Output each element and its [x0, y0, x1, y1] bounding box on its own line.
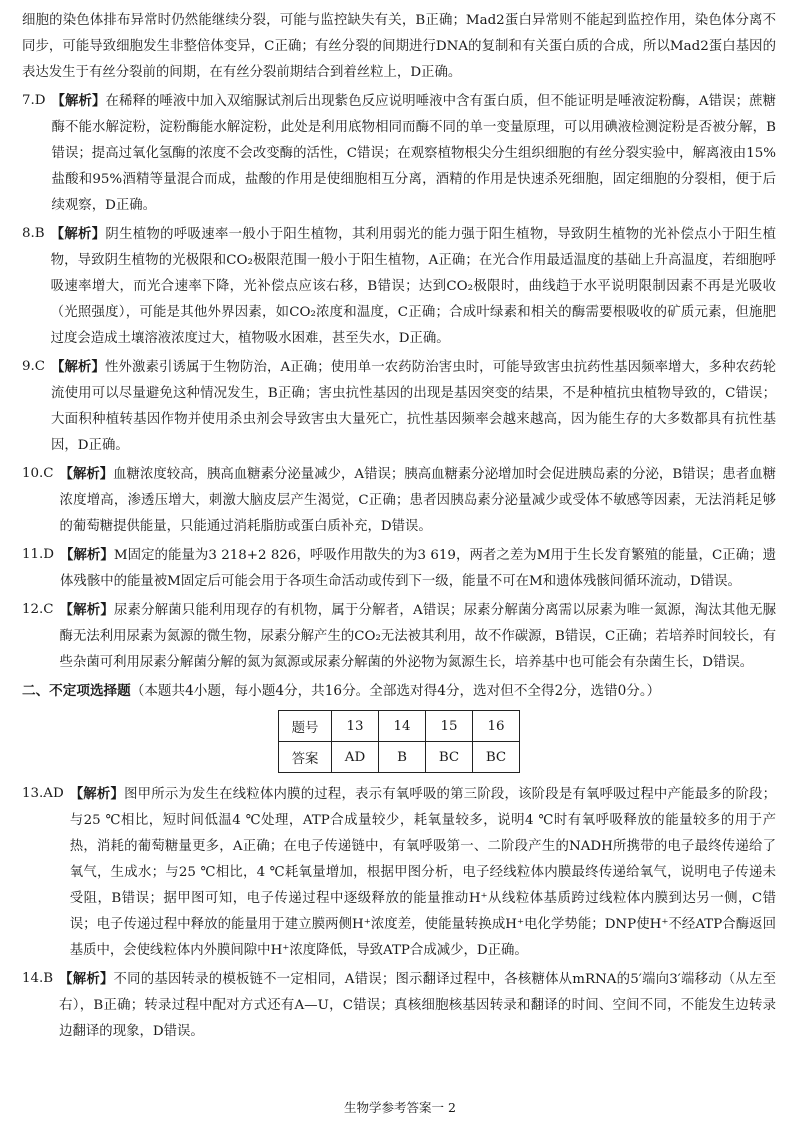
question-number-cell: 13	[332, 711, 379, 742]
analysis-tag: 【解析】	[51, 359, 106, 375]
question-number: 10.	[22, 466, 44, 481]
answer-cell: B	[379, 742, 426, 773]
question-9	[22, 354, 776, 459]
question-answer: C	[43, 466, 54, 481]
table-row	[279, 711, 520, 742]
multi-choice-answers	[22, 781, 776, 1045]
question-number: 7.	[22, 93, 35, 108]
question-answer: C	[34, 359, 46, 374]
question-number-cell: 16	[473, 711, 520, 742]
question-number: 11.	[22, 547, 44, 562]
analysis-tag: 【解析】	[69, 786, 125, 802]
question-answer: AD	[43, 786, 64, 801]
intro-paragraph: 细胞的染色体排布异常时仍然能继续分裂，可能与监控缺失有关，B正确；Mad2蛋白异常则不能起到监控作用，染色体分离不同步，可能导致细胞发生非整倍体变异，C正确；有丝分裂的间期进行DNA的复制和有关蛋白质的合成，所以Mad2蛋白基因的表达发生于有丝分裂前的间期，在有丝分裂前期结合到着丝粒上，D正确。	[22, 13, 776, 80]
section-note: （本题共4小题，每小题4分，共16分。全部选对得4分，选对但不全得2分，选错0分。）	[130, 683, 661, 699]
page-footer: 生物学参考答案一 2	[344, 1100, 456, 1115]
analysis-tag: 【解析】	[59, 466, 114, 482]
question-number-cell: 15	[426, 711, 473, 742]
question-explanation: M固定的能量为3 218+2 826，呼吸作用散失的为3 619，两者之差为M用于生长发育繁殖的能量，C正确；遗体残骸中的能量被M固定后可能会用于各项生命活动或传到下一级，能量不可在M和遗体残骸间循环流动，D错误。	[60, 548, 777, 589]
question-answer: B	[43, 971, 54, 986]
question-number: 14.	[22, 971, 44, 986]
question-8	[22, 221, 776, 352]
question-explanation: 性外激素引诱属于生物防治，A正确；使用单一农药防治害虫时，可能导致害虫抗药性基因频率增大，多种农药轮流使用可以尽量避免这种情况发生，B正确；害虫抗性基因的出现是基因突变的结果，不是种植抗虫植物导致的，C错误；大面积种植转基因作物并使用杀虫剂会导致害虫大量死亡，抗性基因频率会越来越高，因为能生存的大多数都具有抗性基因，D正确。	[51, 360, 776, 453]
answer-cell: BC	[473, 742, 520, 773]
table-row	[279, 742, 520, 773]
answer-table	[278, 710, 520, 773]
section-title: 二、不定项选择题	[22, 683, 131, 699]
analysis-tag: 【解析】	[59, 971, 114, 987]
analysis-tag: 【解析】	[60, 547, 114, 563]
question-number: 13.	[22, 786, 44, 801]
analysis-tag: 【解析】	[50, 226, 106, 242]
question-explanation: 阴生植物的呼吸速率一般小于阳生植物，其利用弱光的能力强于阳生植物，导致阴生植物的光补偿点小于阳生植物，导致阴生植物的光极限和CO₂极限范围一般小于阳生植物，A正确；在光合作用最适温度的基础上升高温度，若细胞呼吸速率增大，而光合速率下降，光补偿点应该右移，B错误；达到CO₂极限时，曲线趋于水平说明限制因素不再是光吸收（光照强度），可能是其他外界因素，如CO₂浓度和温度，C正确；合成叶绿素和相关的酶需要根吸收的矿质元素，但施肥过度会造成土壤溶液浓度过大，植物吸水困难，甚至失水，D正确。	[50, 227, 777, 346]
question-answer: B	[34, 226, 45, 241]
question-number: 8.	[22, 226, 35, 241]
question-14	[22, 966, 776, 1045]
answer-cell: AD	[332, 742, 379, 773]
question-13	[22, 781, 776, 964]
question-explanation: 尿素分解菌只能利用现存的有机物，属于分解者，A错误；尿素分解菌分离需以尿素为唯一氮源，淘汰其他无脲酶无法利用尿素为氮源的微生物，尿素分解产生的CO₂无法被其利用，故不作碳源，B错误，C正确；若培养时间较长，有些杂菌可利用尿素分解菌分解的氮为氮源或尿素分解菌的外泌物为氮源生长，培养基中也可能会有杂菌生长，D错误。	[59, 603, 777, 670]
question-answer: D	[34, 93, 46, 108]
analysis-tag: 【解析】	[51, 93, 106, 109]
question-answer: C	[43, 602, 54, 617]
row-label: 题号	[279, 711, 332, 742]
question-explanation: 图甲所示为发生在线粒体内膜的过程，表示有氧呼吸的第三阶段，该阶段是有氧呼吸过程中产能最多的阶段；与25 ℃相比，短时间低温4 ℃处理，ATP合成量较少，耗氧量较多，说明4 ℃时有氧呼吸释放的能量较多的用于产热，消耗的葡萄糖量更多，A正确；在电子传递链中，有氧呼吸第一、二阶段产生的NADH所携带的电子最终传递给了氧气，生成水；与25 ℃相比，4 ℃耗氧量增加，根据甲图分析，电子经线粒体内膜最终传递给氧气，说明电子传递未受阻，B错误；据甲图可知，电子传递过程中逐级释放的能量推动H⁺从线粒体基质跨过线粒体内膜到达另一侧，C错误；电子传递过程中释放的能量用于建立膜两侧H⁺浓度差，使能量转换成H⁺电化学势能；DNP使H⁺不经ATP合酶返回基质中，会使线粒体内外膜间隙中H⁺浓度降低，导致ATP合成减少，D正确。	[69, 787, 777, 958]
question-number: 12.	[22, 602, 44, 617]
question-explanation: 血糖浓度较高，胰高血糖素分泌量减少，A错误；胰高血糖素分泌增加时会促进胰岛素的分泌，B错误；患者血糖浓度增高，渗透压增大，刺激大脑皮层产生渴觉，C正确；患者因胰岛素分泌量减少或受体不敏感等因素，无法消耗足够的葡萄糖提供能量，只能通过消耗脂肪或蛋白质补充，D错误。	[59, 467, 776, 534]
question-answer: D	[43, 547, 55, 562]
section-heading	[22, 678, 776, 704]
question-11	[22, 542, 776, 595]
question-12	[22, 597, 776, 676]
row-label: 答案	[279, 742, 332, 773]
question-explanation: 在稀释的唾液中加入双缩脲试剂后出现紫色反应说明唾液中含有蛋白质，但不能证明是唾液淀粉酶，A错误；蔗糖酶不能水解淀粉，淀粉酶能水解淀粉，此处是利用底物相同而酶不同的单一变量原理，可以用碘液检测淀粉是否被分解，B错误；提高过氧化氢酶的浓度不会改变酶的活性，C错误；在观察植物根尖分生组织细胞的有丝分裂实验中，解离液由15%盐酸和95%酒精等量混合而成，盐酸的作用是使细胞相互分离，酒精的作用是快速杀死细胞，固定细胞的分裂相，便于后续观察，D正确。	[51, 94, 777, 213]
question-number: 9.	[22, 359, 35, 374]
question-10	[22, 461, 776, 540]
question-explanation: 不同的基因转录的模板链不一定相同，A错误；图示翻译过程中，各核糖体从mRNA的5′端向3′端移动（从左至右），B正确；转录过程中配对方式还有A—U，C错误；真核细胞核基因转录和翻译的时间、空间不同，不能发生边转录边翻译的现象，D错误。	[59, 972, 776, 1039]
single-choice-answers	[22, 88, 776, 676]
answer-cell: BC	[426, 742, 473, 773]
question-7	[22, 88, 776, 219]
question-number-cell: 14	[379, 711, 426, 742]
analysis-tag: 【解析】	[59, 602, 114, 618]
